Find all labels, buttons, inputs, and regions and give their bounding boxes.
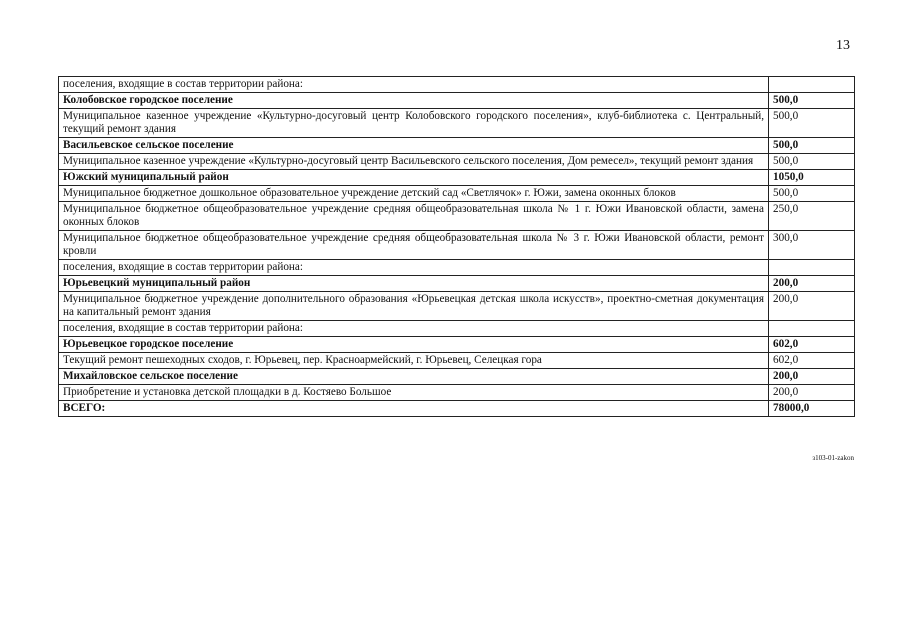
total-row bbox=[59, 401, 855, 417]
row-description: поселения, входящие в состав территории района: bbox=[59, 77, 769, 93]
table-row bbox=[59, 353, 855, 369]
row-amount: 200,0 bbox=[769, 385, 855, 401]
row-description: Приобретение и установка детской площадки в д. Костяево Большое bbox=[59, 385, 769, 401]
table-row bbox=[59, 170, 855, 186]
total-label: ВСЕГО: bbox=[59, 401, 769, 417]
budget-table bbox=[58, 76, 855, 417]
row-amount: 200,0 bbox=[769, 292, 855, 321]
table-row bbox=[59, 154, 855, 170]
row-description: Текущий ремонт пешеходных сходов, г. Юрьевец, пер. Красноармейский, г. Юрьевец, Селецкая гора bbox=[59, 353, 769, 369]
row-description: Васильевское сельское поселение bbox=[59, 138, 769, 154]
row-description: Юрьевецкий муниципальный район bbox=[59, 276, 769, 292]
table-row bbox=[59, 231, 855, 260]
row-description: Муниципальное бюджетное дошкольное образовательное учреждение детский сад «Светлячок» г. Южи, замена оконных блоков bbox=[59, 186, 769, 202]
row-amount bbox=[769, 321, 855, 337]
row-amount: 500,0 bbox=[769, 93, 855, 109]
row-amount: 602,0 bbox=[769, 337, 855, 353]
row-description: поселения, входящие в состав территории района: bbox=[59, 321, 769, 337]
table-row bbox=[59, 202, 855, 231]
table-row bbox=[59, 186, 855, 202]
table-row bbox=[59, 292, 855, 321]
table-row bbox=[59, 109, 855, 138]
row-amount: 200,0 bbox=[769, 369, 855, 385]
page-number: 13 bbox=[836, 38, 850, 53]
row-description: Муниципальное бюджетное общеобразовательное учреждение средняя общеобразовательная школа № 1 г. Южи Ивановской области, замена оконных блоков bbox=[59, 202, 769, 231]
document-code: з103-01-zakon bbox=[812, 454, 854, 462]
row-amount: 200,0 bbox=[769, 276, 855, 292]
row-amount: 1050,0 bbox=[769, 170, 855, 186]
row-description: Южский муниципальный район bbox=[59, 170, 769, 186]
row-description: Колобовское городское поселение bbox=[59, 93, 769, 109]
table-row bbox=[59, 93, 855, 109]
row-description: Муниципальное казенное учреждение «Культурно-досуговый центр Васильевского сельского поселения, Дом ремесел», текущий ремонт здания bbox=[59, 154, 769, 170]
row-description: Муниципальное бюджетное общеобразовательное учреждение средняя общеобразовательная школа № 3 г. Южи Ивановской области, ремонт кровли bbox=[59, 231, 769, 260]
table-row bbox=[59, 321, 855, 337]
row-description: Муниципальное казенное учреждение «Культурно-досуговый центр Колобовского городского поселения», клуб-библиотека с. Центральный, текущий ремонт здания bbox=[59, 109, 769, 138]
row-amount: 250,0 bbox=[769, 202, 855, 231]
row-description: поселения, входящие в состав территории района: bbox=[59, 260, 769, 276]
row-amount: 300,0 bbox=[769, 231, 855, 260]
table-row bbox=[59, 77, 855, 93]
table-row bbox=[59, 260, 855, 276]
row-amount: 500,0 bbox=[769, 186, 855, 202]
row-description: Муниципальное бюджетное учреждение дополнительного образования «Юрьевецкая детская школа искусств», проектно-сметная документация на капитальный ремонт здания bbox=[59, 292, 769, 321]
row-amount: 500,0 bbox=[769, 154, 855, 170]
table-row bbox=[59, 138, 855, 154]
row-description: Михайловское сельское поселение bbox=[59, 369, 769, 385]
row-amount: 602,0 bbox=[769, 353, 855, 369]
table-row bbox=[59, 276, 855, 292]
table-row bbox=[59, 385, 855, 401]
row-amount bbox=[769, 77, 855, 93]
row-amount bbox=[769, 260, 855, 276]
row-amount: 500,0 bbox=[769, 109, 855, 138]
table-row bbox=[59, 337, 855, 353]
row-amount: 500,0 bbox=[769, 138, 855, 154]
row-description: Юрьевецкое городское поселение bbox=[59, 337, 769, 353]
total-amount: 78000,0 bbox=[769, 401, 855, 417]
table-row bbox=[59, 369, 855, 385]
